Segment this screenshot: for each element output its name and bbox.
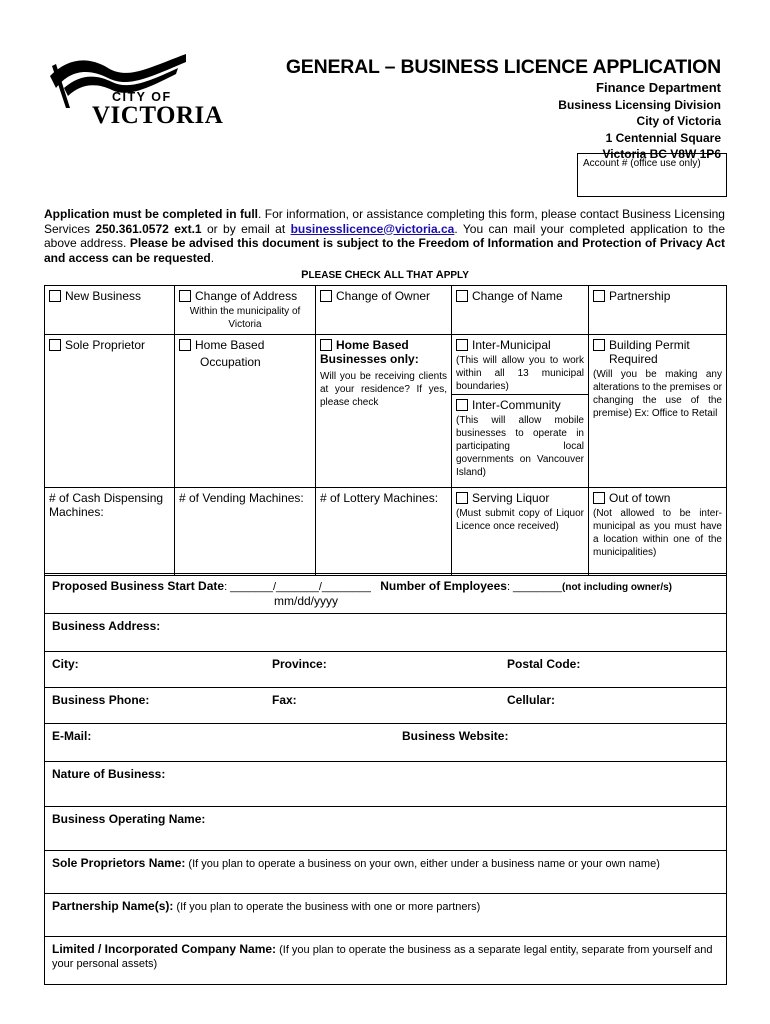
option-label: Inter-Municipal xyxy=(472,338,551,352)
intro-text: or by email at xyxy=(201,221,291,236)
checkbox[interactable] xyxy=(179,290,191,302)
partnership-names-field[interactable] xyxy=(45,894,727,937)
address-line: City of Victoria xyxy=(636,114,721,128)
department-address xyxy=(558,80,721,163)
start-date-row[interactable] xyxy=(45,574,727,614)
field-label: # of Cash Dispensing Machines: xyxy=(49,491,164,519)
checkbox[interactable] xyxy=(593,290,605,302)
heading-part: HAT xyxy=(413,270,436,281)
checkbox[interactable] xyxy=(456,339,468,351)
province-label: Province: xyxy=(272,657,327,671)
city-province-postal-row[interactable] xyxy=(45,652,727,688)
option-note: Within the municipality of Victoria xyxy=(189,306,301,330)
field-label: Nature of Business: xyxy=(52,767,166,781)
option-label: Change of Name xyxy=(472,289,563,303)
inter-options xyxy=(452,335,589,488)
option-note: (This will allow you to work within all 13 municipal boundaries) xyxy=(456,355,584,392)
privacy-notice: Please be advised this document is subject to the Freedom of Information and Protection of Privacy Act and access can be requested xyxy=(44,236,725,265)
account-label: Account # (office use only) xyxy=(583,158,701,169)
heading-part: PPLY xyxy=(443,270,469,281)
address-line: Business Licensing Division xyxy=(558,97,721,112)
city-label: City: xyxy=(52,657,79,671)
sole-proprietors-name-field[interactable] xyxy=(45,851,727,894)
option-label: Change of Address xyxy=(195,289,298,303)
employees-label: Number of Employees xyxy=(380,579,507,593)
logo-victoria-text: VICTORIA xyxy=(92,102,224,129)
field-note: (If you plan to operate a business on your own, either under a business name or your own name) xyxy=(185,858,660,870)
nature-of-business-field[interactable] xyxy=(45,762,727,807)
business-details-table xyxy=(44,573,727,985)
option-change-address[interactable] xyxy=(175,286,316,335)
email-link[interactable]: businesslicence@victoria.ca xyxy=(290,221,455,236)
option-label: Partnership xyxy=(609,289,671,303)
operating-name-field[interactable] xyxy=(45,807,727,851)
option-label: Inter-Community xyxy=(472,398,561,412)
vending-machines-field[interactable] xyxy=(175,488,316,576)
checkbox[interactable] xyxy=(593,492,605,504)
field-label: # of Vending Machines: xyxy=(179,491,304,505)
check-all-heading xyxy=(0,269,770,281)
department-name: Finance Department xyxy=(596,80,721,95)
intro-text: . For information, or assistance completing this form, please contact Business Licensing Services xyxy=(44,207,725,236)
option-label: Required xyxy=(609,352,658,366)
intro-paragraph xyxy=(44,207,725,265)
heading-part: LL xyxy=(391,270,407,281)
option-home-based[interactable] xyxy=(175,335,316,488)
option-inter-community[interactable] xyxy=(452,395,588,482)
heading-letter: P xyxy=(301,269,309,281)
heading-part: HECK xyxy=(352,270,384,281)
option-label: Sole Proprietor xyxy=(65,338,146,352)
intro-text: . xyxy=(210,250,215,265)
option-label: Home Based Businesses only: xyxy=(320,338,419,366)
intro-text: . You can mail your completed application to the above address. xyxy=(44,221,725,251)
checkbox[interactable] xyxy=(49,339,61,351)
address-line: 1 Centennial Square xyxy=(605,130,721,145)
checkbox[interactable] xyxy=(179,339,191,351)
address-line: Victoria BC V8W 1P6 xyxy=(602,147,721,161)
checkbox[interactable] xyxy=(49,290,61,302)
phone-number: 250.361.0572 ext.1 xyxy=(95,221,202,236)
option-note: (This will allow mobile businesses to operate in participating local governments on Vancouver Island) xyxy=(456,415,584,478)
heading-letter: T xyxy=(406,269,414,281)
city-logo xyxy=(48,48,223,128)
option-note: Will you be receiving clients at your residence? If yes, please check xyxy=(320,371,447,408)
field-label: Partnership Name(s): xyxy=(52,899,174,913)
lottery-machines-field[interactable] xyxy=(316,488,452,576)
field-label: Business Address: xyxy=(52,619,161,633)
logo-city-text: CITY OF xyxy=(112,90,172,104)
phone-fax-cell-row[interactable] xyxy=(45,688,727,724)
checkbox[interactable] xyxy=(593,339,605,351)
employees-blank[interactable]: : ________ xyxy=(506,581,562,593)
cash-machines-field[interactable] xyxy=(45,488,175,576)
field-label: # of Lottery Machines: xyxy=(320,491,439,505)
email-label: E-Mail: xyxy=(52,729,92,743)
start-date-label: Proposed Business Start Date xyxy=(52,579,225,593)
postal-code-label: Postal Code: xyxy=(507,657,581,671)
option-out-of-town[interactable] xyxy=(589,488,727,576)
website-label: Business Website: xyxy=(402,729,509,743)
date-format-hint: mm/dd/yyyy xyxy=(274,594,339,608)
cellular-label: Cellular: xyxy=(507,693,556,707)
option-building-permit[interactable] xyxy=(589,335,727,488)
option-partnership[interactable] xyxy=(589,286,727,335)
field-note: (If you plan to operate the business with one or more partners) xyxy=(173,901,481,913)
fax-label: Fax: xyxy=(272,693,297,707)
email-website-row[interactable] xyxy=(45,724,727,762)
heading-part: LEASE xyxy=(308,270,345,281)
field-note: (If you plan to operate the business as a separate legal entity, separate from yourself and your personal assets) xyxy=(52,944,713,970)
heading-letter: C xyxy=(344,269,353,281)
checkbox[interactable] xyxy=(320,339,332,351)
checkbox[interactable] xyxy=(456,290,468,302)
employees-note: (not including owner/s) xyxy=(562,582,672,593)
option-note: (Not allowed to be inter-municipal as you must have a location within one of the municipalities) xyxy=(593,508,722,558)
options-grid xyxy=(44,285,727,576)
option-new-business[interactable] xyxy=(45,286,175,335)
field-label: Business Operating Name: xyxy=(52,812,206,826)
field-label: Limited / Incorporated Company Name: xyxy=(52,942,277,956)
option-note: (Will you be making any alterations to the premises or changing the use of the premise) Ex: Office to Retail xyxy=(593,369,722,419)
option-label: Building Permit xyxy=(609,338,690,352)
option-label: Change of Owner xyxy=(336,289,431,303)
intro-bold: Application must be completed in full xyxy=(44,207,258,221)
option-label: Out of town xyxy=(609,491,671,505)
business-address-field[interactable] xyxy=(45,614,727,652)
option-label: Home Based xyxy=(195,338,265,352)
start-date-blank[interactable]: : _______/_______/________ xyxy=(224,581,371,593)
business-phone-label: Business Phone: xyxy=(52,693,150,707)
checkbox[interactable] xyxy=(456,492,468,504)
option-label: Serving Liquor xyxy=(472,491,550,505)
checkbox[interactable] xyxy=(320,290,332,302)
option-label: Occupation xyxy=(200,355,261,369)
option-serving-liquor[interactable] xyxy=(452,488,589,576)
heading-letter: A xyxy=(435,269,444,281)
account-number-field[interactable] xyxy=(577,153,727,197)
company-name-field[interactable] xyxy=(45,937,727,985)
option-sole-proprietor[interactable] xyxy=(45,335,175,488)
field-label: Sole Proprietors Name: xyxy=(52,856,186,870)
checkbox[interactable] xyxy=(456,399,468,411)
option-note: (Must submit copy of Liquor Licence once received) xyxy=(456,508,584,532)
option-home-based-clients[interactable] xyxy=(316,335,452,488)
option-change-name[interactable] xyxy=(452,286,589,335)
option-inter-municipal[interactable] xyxy=(452,335,588,395)
option-change-owner[interactable] xyxy=(316,286,452,335)
heading-letter: A xyxy=(383,269,392,281)
form-title: GENERAL – BUSINESS LICENCE APPLICATION xyxy=(285,56,721,78)
option-label: New Business xyxy=(65,289,142,303)
